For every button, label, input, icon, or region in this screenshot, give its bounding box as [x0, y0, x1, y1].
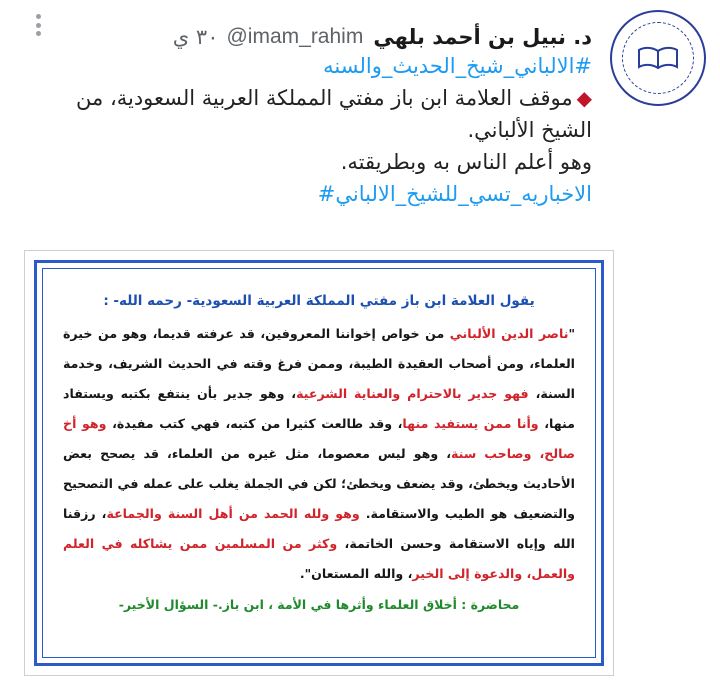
quote-panel [42, 268, 596, 658]
tweet-line: وهو أعلم الناس به وبطريقته. [340, 150, 592, 174]
tweet-time[interactable]: ٣٠ ي [172, 25, 219, 49]
quote-title: يقول العلامة ابن باز مفتي المملكة العربية السعودية- رحمه الله- : [103, 293, 535, 309]
tweet-image[interactable] [24, 250, 614, 676]
hashtag-link[interactable]: الاخباريه_تسي_للشيخ_الالباني# [317, 182, 592, 206]
quote-source: محاضرة : أخلاق العلماء وأثرها في الأمة ، ابن باز.- السؤال الأخير- [118, 597, 520, 612]
hashtag-link[interactable]: #الالباني_شيخ_الحديث_والسنه [323, 54, 592, 78]
author-handle[interactable]: @imam_rahim [226, 25, 364, 48]
tweet-text [22, 50, 592, 210]
tweet-paragraph [22, 82, 592, 146]
more-vertical-icon[interactable] [28, 14, 48, 36]
author-name[interactable]: د. نبيل بن أحمد بلهي [373, 25, 592, 49]
quote-body: "ناصر الدين الألباني من خواص إخواننا المعروفين، قد عرفته قديما، وهو من خيرة العلماء، ومن أصحاب العقيدة الطيبة، وممن فرغ وقته في الحديث الشريف، وخدمة السنة، فهو جدير بالاحترام والعناية الشرعية، وهو جدير بأن ينتفع بكتبه ويستفاد منها، وأنا ممن يستفيد منها، وقد طالعت كثيرا من كتبه، فهي كتب مفيدة، وهو أخ صالح، وصاحب سنة، وهو ليس معصوما، مثل غيره من العلماء، قد يصحح بعض الأحاديث ويخطئ، وقد يضعف ويخطئ؛ لكن في الجملة يغلب على عمله في التصحيح والتضعيف هو الطيب والاستقامة. وهو ولله الحمد من أهل السنة والجماعة، رزقنا الله وإياه الاستقامة وحسن الخاتمة، وكثر من المسلمين ممن يشاكله في العلم والعمل، والدعوة إلى الخير، والله المستعان". [63, 326, 575, 581]
book-seal-icon [622, 22, 694, 94]
highlight: وهو ولله الحمد من أهل السنة والجماعة [106, 506, 360, 521]
highlight: وهو أخ صالح، وصاحب سنة [63, 416, 575, 461]
highlight: وأنا ممن يستفيد منها [402, 416, 539, 431]
highlight: ناصر الدين الألباني [449, 326, 569, 341]
tweet-header [72, 20, 592, 54]
highlight: وكثر من المسلمين ممن يشاكله في العلم والعمل، والدعوة إلى الخير [63, 536, 575, 581]
tweet-line: موقف العلامة ابن باز مفتي المملكة العربية السعودية، من الشيخ الألباني. [76, 86, 592, 142]
red-diamond-icon: ◆ [576, 86, 592, 110]
highlight: فهو جدير بالاحترام والعناية الشرعية [296, 386, 529, 401]
avatar[interactable] [610, 10, 706, 106]
decorative-frame [34, 260, 604, 666]
